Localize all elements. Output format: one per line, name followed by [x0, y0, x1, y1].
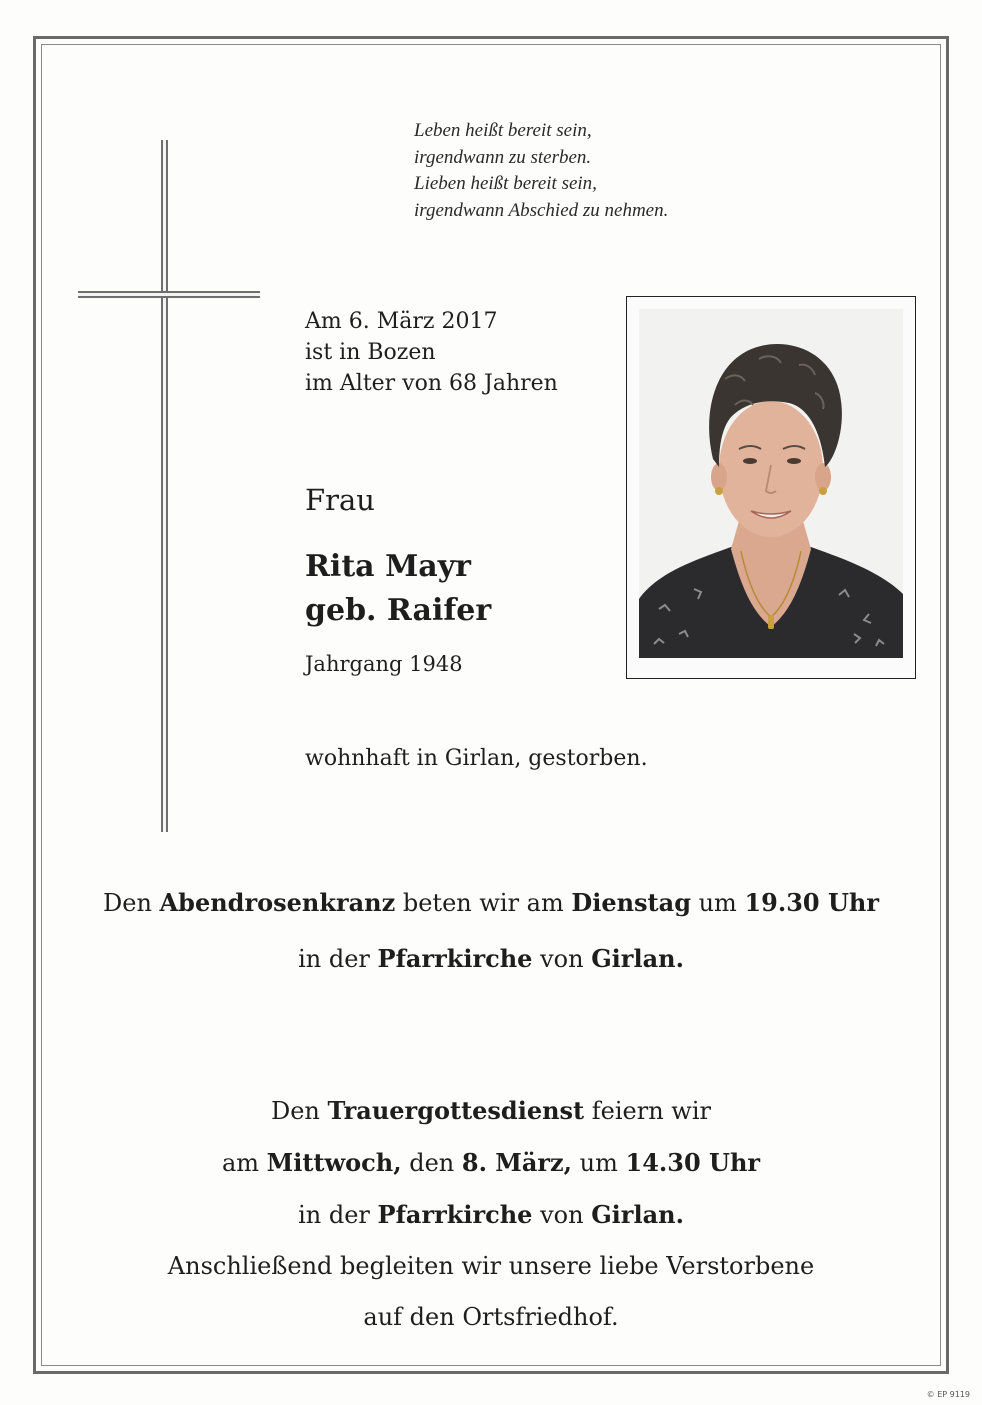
church: Pfarrkirche — [377, 944, 533, 973]
weekday: Dienstag — [571, 888, 691, 917]
intro-line: Am 6. März 2017 — [305, 309, 498, 334]
intro-line: ist in Bozen — [305, 340, 436, 365]
name-line: Rita Mayr — [305, 549, 471, 584]
portrait-photo-frame — [626, 296, 916, 679]
residence-line: wohnhaft in Girlan, gestorben. — [305, 746, 648, 771]
date: 8. März, — [461, 1148, 573, 1177]
funeral-line-5: auf den Ortsfriedhof. — [363, 1303, 619, 1331]
time: 19.30 Uhr — [744, 888, 879, 917]
funeral-line-2 — [42, 1137, 940, 1189]
poem-line: Lieben heißt bereit sein, — [414, 173, 597, 194]
weekday: Mittwoch, — [266, 1148, 402, 1177]
rosary-line-1 — [42, 875, 940, 931]
funeral-line-4: Anschließend begleiten wir unsere liebe Verstorbene — [167, 1252, 815, 1280]
text: den — [401, 1149, 462, 1177]
village: Girlan. — [591, 1200, 684, 1229]
intro-line: im Alter von 68 Jahren — [305, 371, 558, 396]
event-name: Abendrosenkranz — [159, 888, 396, 917]
village: Girlan. — [591, 944, 684, 973]
birth-year: Jahrgang 1948 — [305, 652, 463, 676]
funeral-line-1 — [42, 1085, 940, 1137]
death-notice-intro — [305, 306, 558, 399]
text: um — [572, 1149, 626, 1177]
poem-line: irgendwann zu sterben. — [414, 146, 592, 168]
portrait-photo — [639, 309, 903, 658]
rosary-announcement — [42, 875, 940, 987]
maiden-name-line: geb. Raifer — [305, 593, 492, 628]
text: von — [532, 1201, 592, 1229]
funeral-announcement — [42, 1085, 940, 1343]
text: am — [221, 1149, 267, 1177]
poem — [414, 118, 668, 224]
cross-icon-vertical-beam — [161, 140, 168, 832]
event-name: Trauergottesdienst — [327, 1096, 585, 1125]
rosary-line-2 — [42, 931, 940, 987]
text: Den — [270, 1097, 328, 1125]
church: Pfarrkirche — [377, 1200, 533, 1229]
text: beten wir am — [395, 889, 572, 917]
poem-line: Leben heißt bereit sein, — [414, 120, 592, 141]
print-code: © EP 9119 — [926, 1390, 970, 1399]
text: in der — [298, 945, 378, 973]
text: feiern wir — [584, 1097, 711, 1125]
text: in der — [298, 1201, 378, 1229]
deceased-name — [305, 545, 491, 633]
cross-icon-horizontal-beam — [78, 291, 260, 298]
text: um — [690, 889, 745, 917]
text: Den — [103, 889, 160, 917]
funeral-line-3 — [42, 1189, 940, 1241]
time: 14.30 Uhr — [625, 1148, 761, 1177]
poem-line: irgendwann Abschied zu nehmen. — [414, 199, 669, 221]
salutation: Frau — [305, 483, 375, 517]
text: von — [532, 945, 592, 973]
